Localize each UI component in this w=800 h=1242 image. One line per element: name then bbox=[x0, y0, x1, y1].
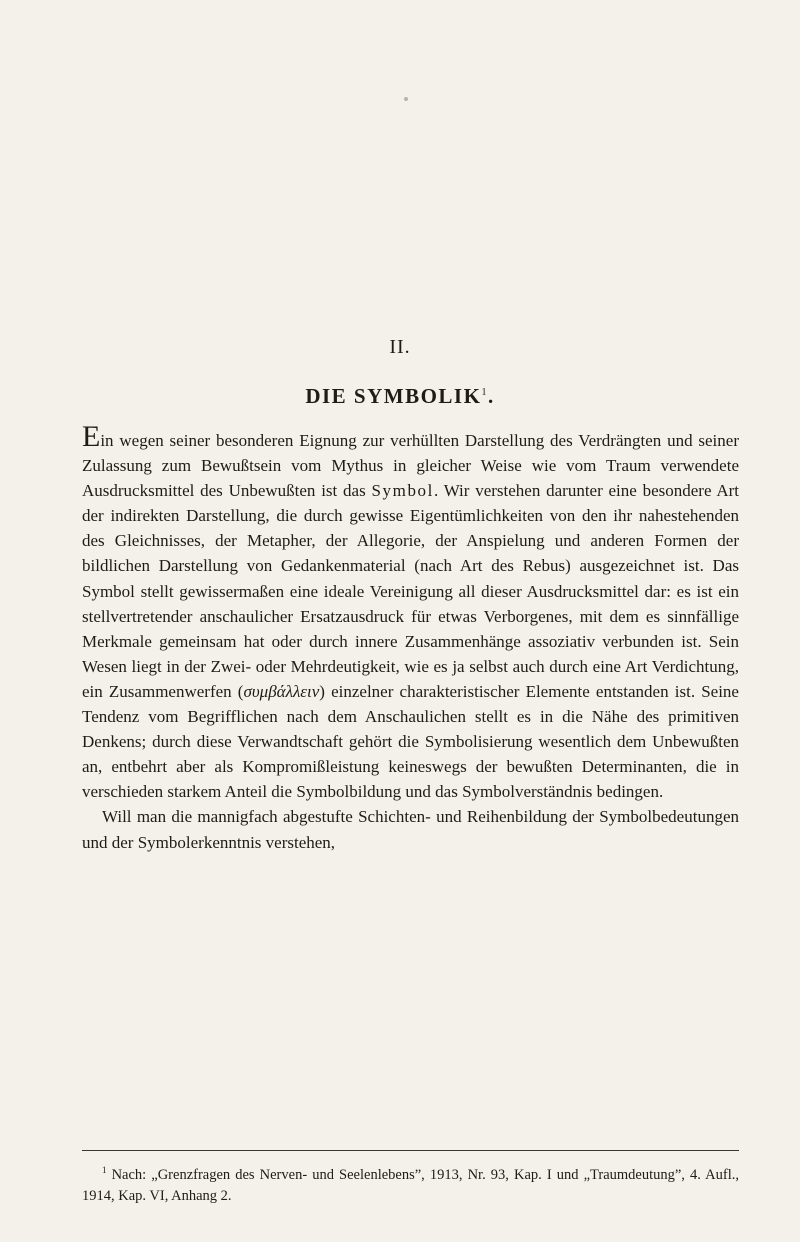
paragraph-1-part-a: in wegen seiner besonderen Eignung zur verhüllten Darstellung des Verdrängten und seiner Zulassung zum Bewußtsein vom Mythus in gleicher Weise wie vom Traum verwendete Ausdrucksmittel des Unbewußten ist das bbox=[82, 431, 739, 501]
initial-letter: E bbox=[82, 420, 101, 453]
paper-speck bbox=[404, 97, 408, 101]
footnote-reference: 1 bbox=[481, 387, 488, 398]
footnote-rule bbox=[82, 1150, 739, 1151]
footnote-paragraph bbox=[82, 1160, 739, 1207]
greek-term: συμβάλλειν bbox=[243, 681, 320, 701]
section-number: II. bbox=[389, 336, 411, 358]
emphasized-term: Symbol bbox=[371, 481, 434, 501]
body-text bbox=[82, 420, 739, 855]
footnote bbox=[82, 1160, 739, 1207]
footnote-marker: 1 bbox=[102, 1165, 107, 1175]
paragraph-1-part-b: . Wir verstehen darunter eine besondere Art der indirekten Darstellung, die durch gewisse Eigentümlichkeiten von den ihr nahestehenden des Gleichnisses, der Metapher, der Allegorie, der Anspielung und anderen Formen der bildlichen Darstellung von Gedankenmaterial (nach Art des Rebus) ausgezeichnet ist. Das Symbol stellt gewissermaßen eine ideale Vereinigung all dieser Ausdrucksmittel dar: es ist ein stellvertretender anschaulicher Ersatzausdruck für etwas Verborgenes, mit dem es sinnfällige Merkmale gemeinsam hat oder durch innere Zusammenhänge assoziativ verbunden ist. Sein Wesen liegt in der Zwei- oder Mehrdeutigkeit, wie es ja selbst auch durch eine Art Verdichtung, ein Zusammenwerfen ( bbox=[82, 481, 739, 701]
paragraph-1-part-c: ) einzelner charakteristischer Elemente entstanden ist. Seine Tendenz vom Begrifflichen nach dem Anschaulichen stellt es in die Nähe des primitiven Denkens; durch diese Verwandtschaft gehört die Symbolisierung wesentlich dem Unbewußten an, entbehrt aber als Kompromißleistung keineswegs der bewußten Determinanten, die in verschieden starkem Anteil die Symbolbildung und das Symbolverständnis bedingen. bbox=[82, 681, 739, 802]
paragraph-1 bbox=[82, 420, 739, 804]
chapter-title: DIE SYMBOLIK$^1$. bbox=[305, 384, 495, 408]
footnote-text: Nach: „Grenzfragen des Nerven- und Seelenlebens”, 1913, Nr. 93, Kap. I und „Traumdeutung”, 4. Aufl., 1914, Kap. VI, Anhang 2. bbox=[82, 1166, 739, 1204]
paragraph-2: Will man die mannigfach abgestufte Schichten- und Reihenbildung der Symbolbedeutungen und der Symbolerkenntnis verstehen, bbox=[82, 807, 739, 852]
chapter-title-text: DIE SYMBOLIK bbox=[305, 384, 482, 408]
